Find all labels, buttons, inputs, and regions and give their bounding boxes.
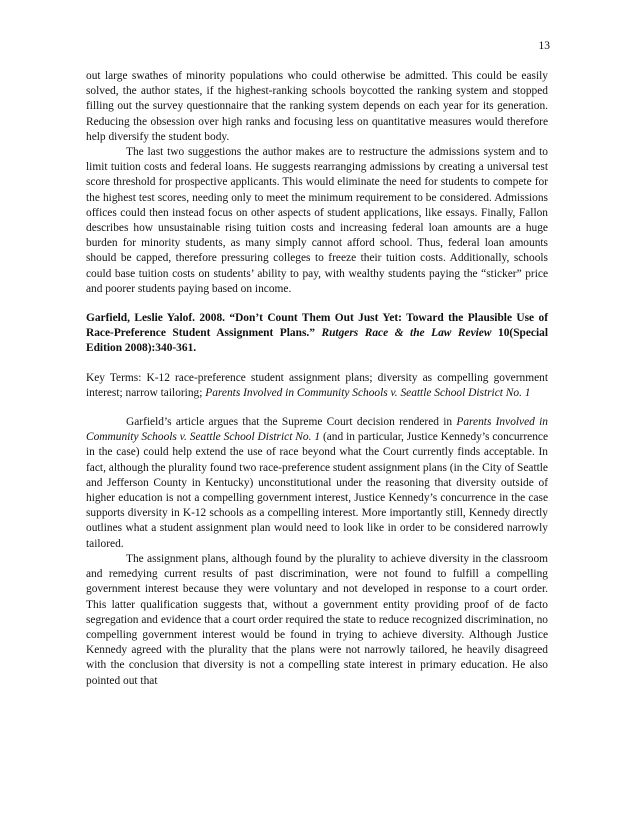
page-number: 13 [538,40,550,52]
paragraph-argument-case: Parents Involved in Community Schools v. Seattle School District No. 1 [86,416,548,444]
bibliography-citation [86,311,548,357]
page-body [86,69,548,689]
key-terms [86,371,548,401]
paragraph-suggestions: The last two suggestions the author makes are to restructure the admissions system and to limit tuition costs and federal loans. He suggests rearranging admissions by creating a universal test score threshold for prospective applicants. This would eliminate the need for students to compete for the highest test scores, needing only to meet the minimum requirement to be considered. Admissions offices could then instead focus on other aspects of student applications, like essays. Finally, Fallon describes how unsustainable rising tuition costs and increasing federal loan amounts are a huge burden for minority students, as many simply cannot afford school. Thus, federal loan amounts should be capped, therefore pressuring colleges to freeze their tuition costs. Additionally, schools could base tuition costs on students’ ability to pay, with wealthy students paying the “sticker” price and poorer students paying based on income. [86,146,548,295]
citation-main: Garfield, Leslie Yalof. 2008. “Don’t Count Them Out Just Yet: Toward the Plausible Use of Race-Preference Student Assignment Plans.” [86,312,548,340]
citation-journal: Rutgers Race & the Law Review [321,327,492,340]
paragraph-continuation: out large swathes of minority populations who could otherwise be admitted. This could be easily solved, the author states, if the highest-ranking schools boycotted the ranking system and stopped filling out the survey questionnaire that the ranking system depends on each year for its generation. Reducing the obsession over high ranks and focusing less on quantitative measures would therefore help diversify the student body. [86,70,548,143]
paragraph-assignment-plans: The assignment plans, although found by the plurality to achieve diversity in the classroom and remedying current results of past discrimination, were not found to fulfill a compelling government interest because they were voluntary and not developed in response to a court order. This latter qualification suggests that, without a government entity providing proof of de facto segregation and evidence that a court order required the state to reduce recognized discrimination, no compelling government interest would be found in trying to achieve diversity. Although Justice Kennedy agreed with the plurality that the plans were not narrowly tailored, he heavily disagreed with the conclusion that diversity is not a compelling state interest in primary education. He also pointed out that [86,552,548,687]
paragraph-argument-b: (and in particular, Justice Kennedy’s concurrence in the case) could help extend the use of race beyond what the Court currently finds acceptable. In fact, although the plurality found two race-preference student assignment plans (in the City of Seattle and Jefferson County in Kentucky) unconstitutional under the reasoning that diversity outside of higher education is not a compelling government interest, Justice Kennedy’s concurrence in the case supports diversity in K-12 schools as a compelling interest. More importantly still, Kennedy directly outlines what a student assignment plan would need to look like in order to be considered narrowly tailored. [86,431,548,550]
key-terms-case: Parents Involved in Community Schools v. Seattle School District No. 1 [205,386,531,399]
paragraph-argument [86,415,548,552]
citation-tail: 10(Special Edition 2008):340-361. [86,327,549,355]
paragraph-argument-a: Garfield’s article argues that the Supreme Court decision rendered in [126,416,453,429]
key-terms-text: Key Terms: K-12 race-preference student assignment plans; diversity as compelling government interest; narrow tailoring; [86,371,548,399]
